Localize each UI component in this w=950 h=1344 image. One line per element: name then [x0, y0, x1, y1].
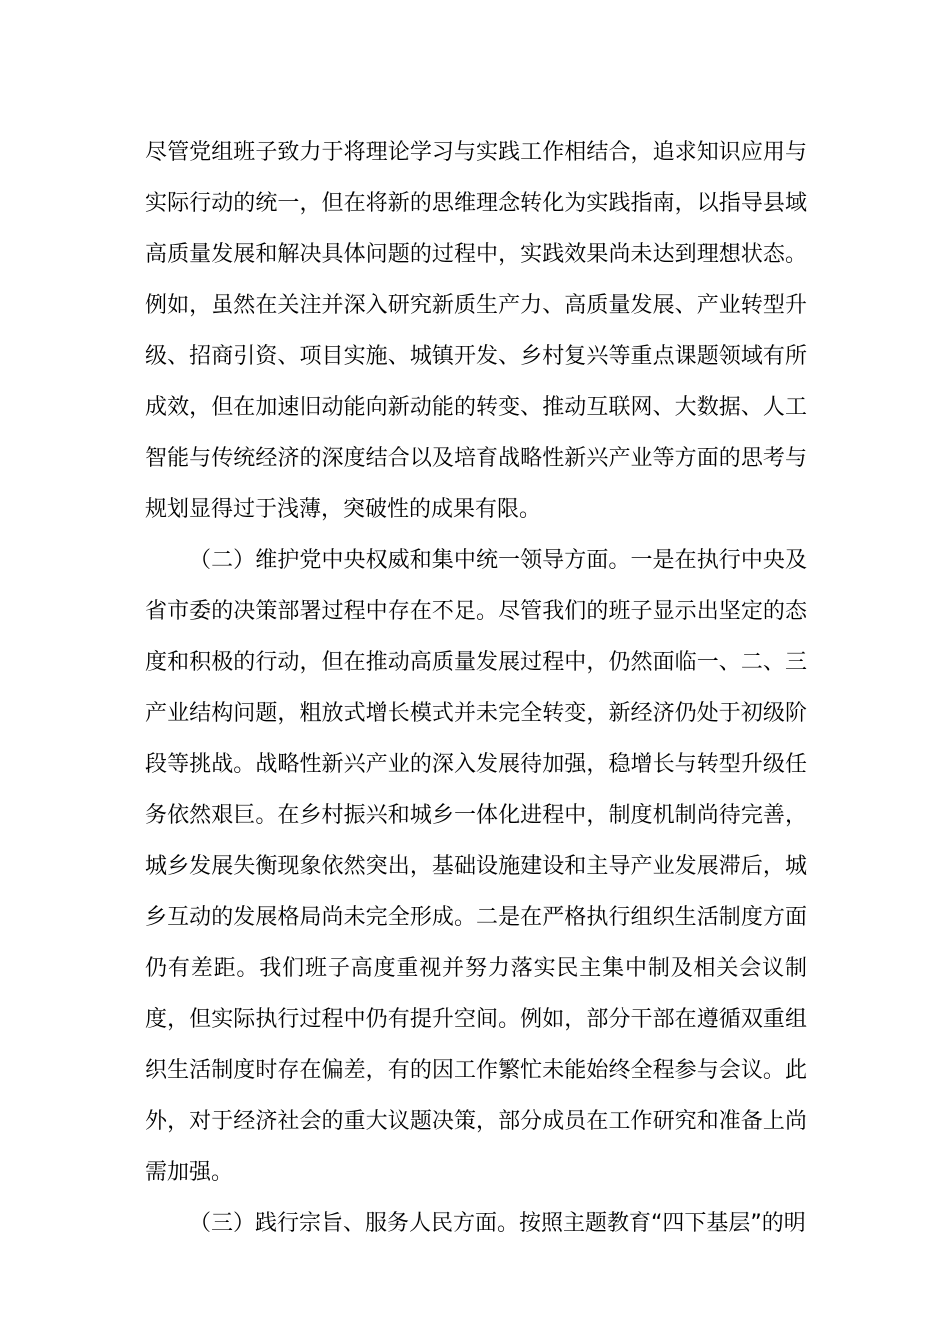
document-body	[145, 127, 807, 1249]
paragraph-section-three: （三）践行宗旨、服务人民方面。按照主题教育“四下基层”的明	[189, 1211, 806, 1236]
paragraph-section-two: （二）维护党中央权威和集中统一领导方面。一是在执行中央及省市委的决策部署过程中存在不足。尽管我们的班子显示出坚定的态度和积极的行动，但在推动高质量发展过程中，仍然面临一、二、三产业结构问题，粗放式增长模式并未完全转变，新经济仍处于初级阶段等挑战。战略性新兴产业的深入发展待加强，稳增长与转型升级任务依然艰巨。在乡村振兴和城乡一体化进程中，制度机制尚待完善，城乡发展失衡现象依然突出，基础设施建设和主导产业发展滞后，城乡互动的发展格局尚未完全形成。二是在严格执行组织生活制度方面仍有差距。我们班子高度重视并努力落实民主集中制及相关会议制度，但实际执行过程中仍有提升空间。例如，部分干部在遵循双重组织生活制度时存在偏差，有的因工作繁忙未能始终全程参与会议。此外，对于经济社会的重大议题决策，部分成员在工作研究和准备上尚需加强。	[145, 548, 807, 1185]
paragraph-continuation: 尽管党组班子致力于将理论学习与实践工作相结合，追求知识应用与实际行动的统一，但在将新的思维理念转化为实践指南，以指导县域高质量发展和解决具体问题的过程中，实践效果尚未达到理想状态。例如，虽然在关注并深入研究新质生产力、高质量发展、产业转型升级、招商引资、项目实施、城镇开发、乡村复兴等重点课题领域有所成效，但在加速旧动能向新动能的转变、推动互联网、大数据、人工智能与传统经济的深度结合以及培育战略性新兴产业等方面的思考与规划显得过于浅薄，突破性的成果有限。	[145, 140, 807, 522]
